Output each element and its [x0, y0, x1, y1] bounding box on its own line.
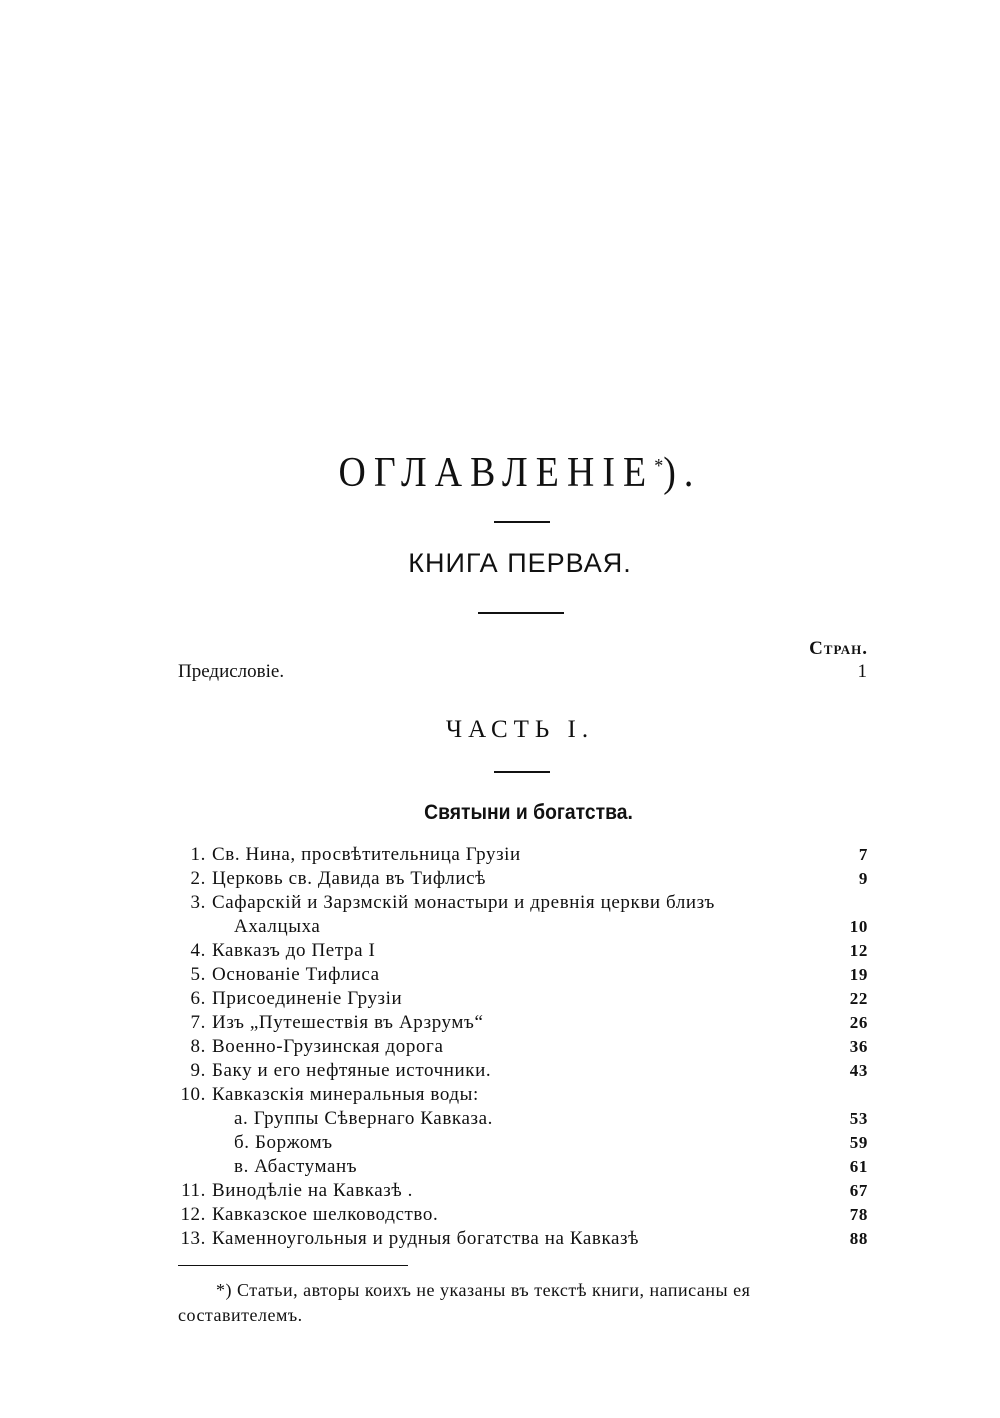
toc-entry-page: 53 [849, 1109, 868, 1128]
toc-entry-title: Кавказскія минеральныя воды: [212, 1084, 479, 1105]
toc-entry-number: 12. [180, 1204, 206, 1225]
title-rule [494, 521, 550, 523]
toc-entry [176, 1107, 868, 1131]
toc-entry-title: Военно-Грузинская дорога [212, 1036, 444, 1057]
toc-entry [176, 987, 868, 1011]
toc-entry [176, 1011, 868, 1035]
toc-entry-number: 10. [180, 1084, 206, 1105]
toc-entry-continuation [176, 915, 868, 939]
toc-entry-title-continued: Ахалцыха [234, 916, 321, 937]
footnote-rule [178, 1265, 408, 1266]
toc-entry-title: в. Абастуманъ [234, 1156, 358, 1177]
toc-entry [176, 1035, 868, 1059]
toc-entry-number: 2. [190, 868, 206, 889]
toc-entry-page: 67 [849, 1181, 868, 1200]
toc-entry [176, 1059, 868, 1083]
toc-entry [176, 1203, 868, 1227]
toc-entry-number: 8. [190, 1036, 206, 1057]
toc-entry-page: 61 [849, 1157, 868, 1176]
page-title: ОГЛАВЛЕНІЕ*). [338, 450, 702, 496]
toc-entry [176, 963, 868, 987]
pages-column-header: Стран. [809, 638, 868, 659]
book-heading: КНИГА ПЕРВАЯ. [408, 548, 632, 578]
footnote: *) Статьи, авторы коихъ не указаны въ текстѣ книги, написаны ея составителемъ. [178, 1280, 751, 1325]
toc-entry-page: 59 [849, 1133, 868, 1152]
toc-entry-title: Изъ „Путешествія въ Арзрумъ“ [212, 1012, 484, 1033]
toc-entry-page: 10 [849, 917, 868, 936]
toc-entry-title: а. Группы Сѣвернаго Кавказа. [234, 1108, 493, 1129]
toc-entry [176, 867, 868, 891]
toc-entry-page: 43 [849, 1061, 868, 1080]
preface-entry: Предисловіе. [178, 661, 285, 682]
section-heading: Святыни и богатства. [424, 801, 633, 824]
toc-entry-title: Присоединеніе Грузіи [212, 988, 403, 1009]
toc-entry-title: Сафарскій и Зарзмскій монастыри и древнія церкви близъ [212, 892, 715, 913]
toc-entry-title: Баку и его нефтяные источники. [212, 1060, 492, 1081]
toc-entry [176, 843, 868, 867]
toc-entry-title: Винодѣліе на Кавказѣ . [212, 1180, 413, 1201]
toc-entry [176, 1131, 868, 1155]
part-heading: ЧАСТЬ I. [445, 716, 595, 743]
toc-entry-number: 4. [190, 940, 206, 961]
toc-entry-page: 36 [849, 1037, 868, 1056]
table-of-contents [176, 843, 868, 1251]
toc-entry-title: Основаніе Тифлиса [212, 964, 380, 985]
toc-entry-page: 22 [849, 989, 868, 1008]
toc-entry-title: Кавказское шелководство. [212, 1204, 439, 1225]
toc-entry-number: 3. [190, 892, 206, 913]
toc-entry-title: б. Боржомъ [234, 1132, 333, 1153]
toc-entry [176, 1083, 868, 1107]
toc-entry-number: 5. [190, 964, 206, 985]
toc-entry-number: 11. [181, 1180, 206, 1201]
toc-entry [176, 891, 868, 915]
toc-entry-title: Каменноугольныя и рудныя богатства на Кавказѣ [212, 1228, 640, 1249]
toc-entry-page: 7 [858, 845, 868, 864]
toc-entry-number: 7. [190, 1012, 206, 1033]
part-rule [494, 771, 550, 773]
toc-entry-title: Кавказъ до Петра I [212, 940, 376, 961]
toc-entry [176, 939, 868, 963]
preface-page-number: 1 [857, 661, 867, 682]
footnote-marker: * [654, 455, 664, 477]
toc-entry-page: 26 [849, 1013, 868, 1032]
toc-entry [176, 1155, 868, 1179]
toc-entry-number: 1. [190, 844, 206, 865]
toc-entry-page: 19 [849, 965, 868, 984]
toc-entry-page: 88 [849, 1229, 868, 1248]
toc-entry-page: 12 [849, 941, 868, 960]
toc-entry-number: 9. [190, 1060, 206, 1081]
toc-entry-number: 6. [190, 988, 206, 1009]
book-rule [478, 612, 564, 614]
toc-entry-number: 13. [180, 1228, 206, 1249]
toc-entry [176, 1179, 868, 1203]
toc-entry-page: 78 [849, 1205, 868, 1224]
toc-entry-title: Св. Нина, просвѣтительница Грузіи [212, 844, 521, 865]
toc-entry-title: Церковь св. Давида въ Тифлисѣ [212, 868, 487, 889]
toc-entry-page: 9 [858, 869, 868, 888]
toc-entry [176, 1227, 868, 1251]
